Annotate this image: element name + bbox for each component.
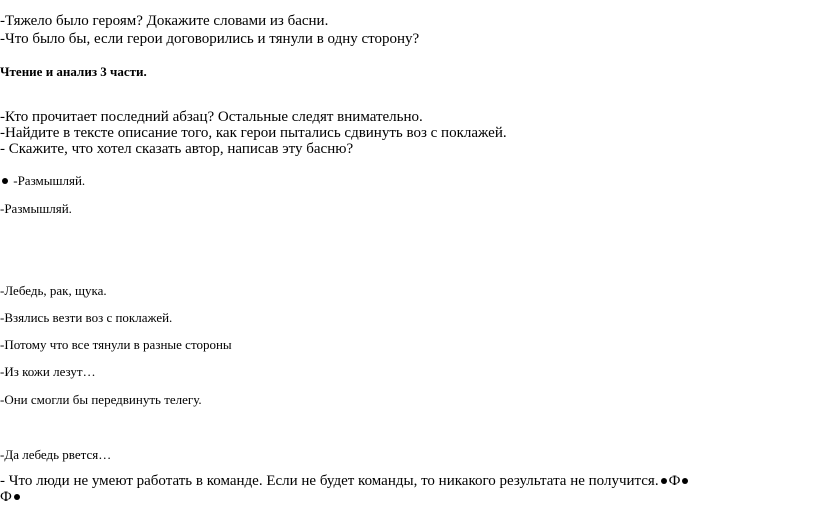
answer-2: -Взялись везти воз с поклажей. <box>0 310 173 325</box>
answer-4: -Из кожи лезут… <box>0 364 96 379</box>
question-2: -Что было бы, если герои договорились и тянули в одну сторону? <box>0 31 420 47</box>
task-1: -Кто прочитает последний абзац? Остальные следят внимательно. <box>0 109 423 125</box>
trailing-f-2: Ф <box>0 489 12 505</box>
answer-1: -Лебедь, рак, щука. <box>0 283 107 298</box>
bullet-icon <box>661 478 667 484</box>
task-2: -Найдите в тексте описание того, как герои пытались сдвинуть воз с поклажей. <box>0 125 507 141</box>
conclusion-text: - Что люди не умеют работать в команде. Если не будет команды, то никакого результата не получится. <box>0 473 659 489</box>
trailing-f-1: Ф <box>668 473 681 489</box>
answer-5: -Они смогли бы передвинуть телегу. <box>0 392 202 407</box>
question-1: -Тяжело было героям? Докажите словами из басни. <box>0 13 329 29</box>
task-3: - Скажите, что хотел сказать автор, написав эту басню? <box>0 141 354 157</box>
think-bullet-text: -Размышляй. <box>13 173 86 188</box>
think-bullet-line <box>0 174 85 187</box>
bullet-icon <box>14 494 20 500</box>
conclusion-line <box>0 474 690 489</box>
answer-6: -Да лебедь рвется… <box>0 447 112 462</box>
bullet-icon <box>2 178 8 184</box>
bullet-icon <box>682 478 688 484</box>
answer-3: -Потому что все тянули в разные стороны <box>0 337 232 352</box>
trailing-line <box>0 490 22 505</box>
section-heading: Чтение и анализ 3 части. <box>0 64 147 79</box>
think-plain-line: -Размышляй. <box>0 201 72 216</box>
